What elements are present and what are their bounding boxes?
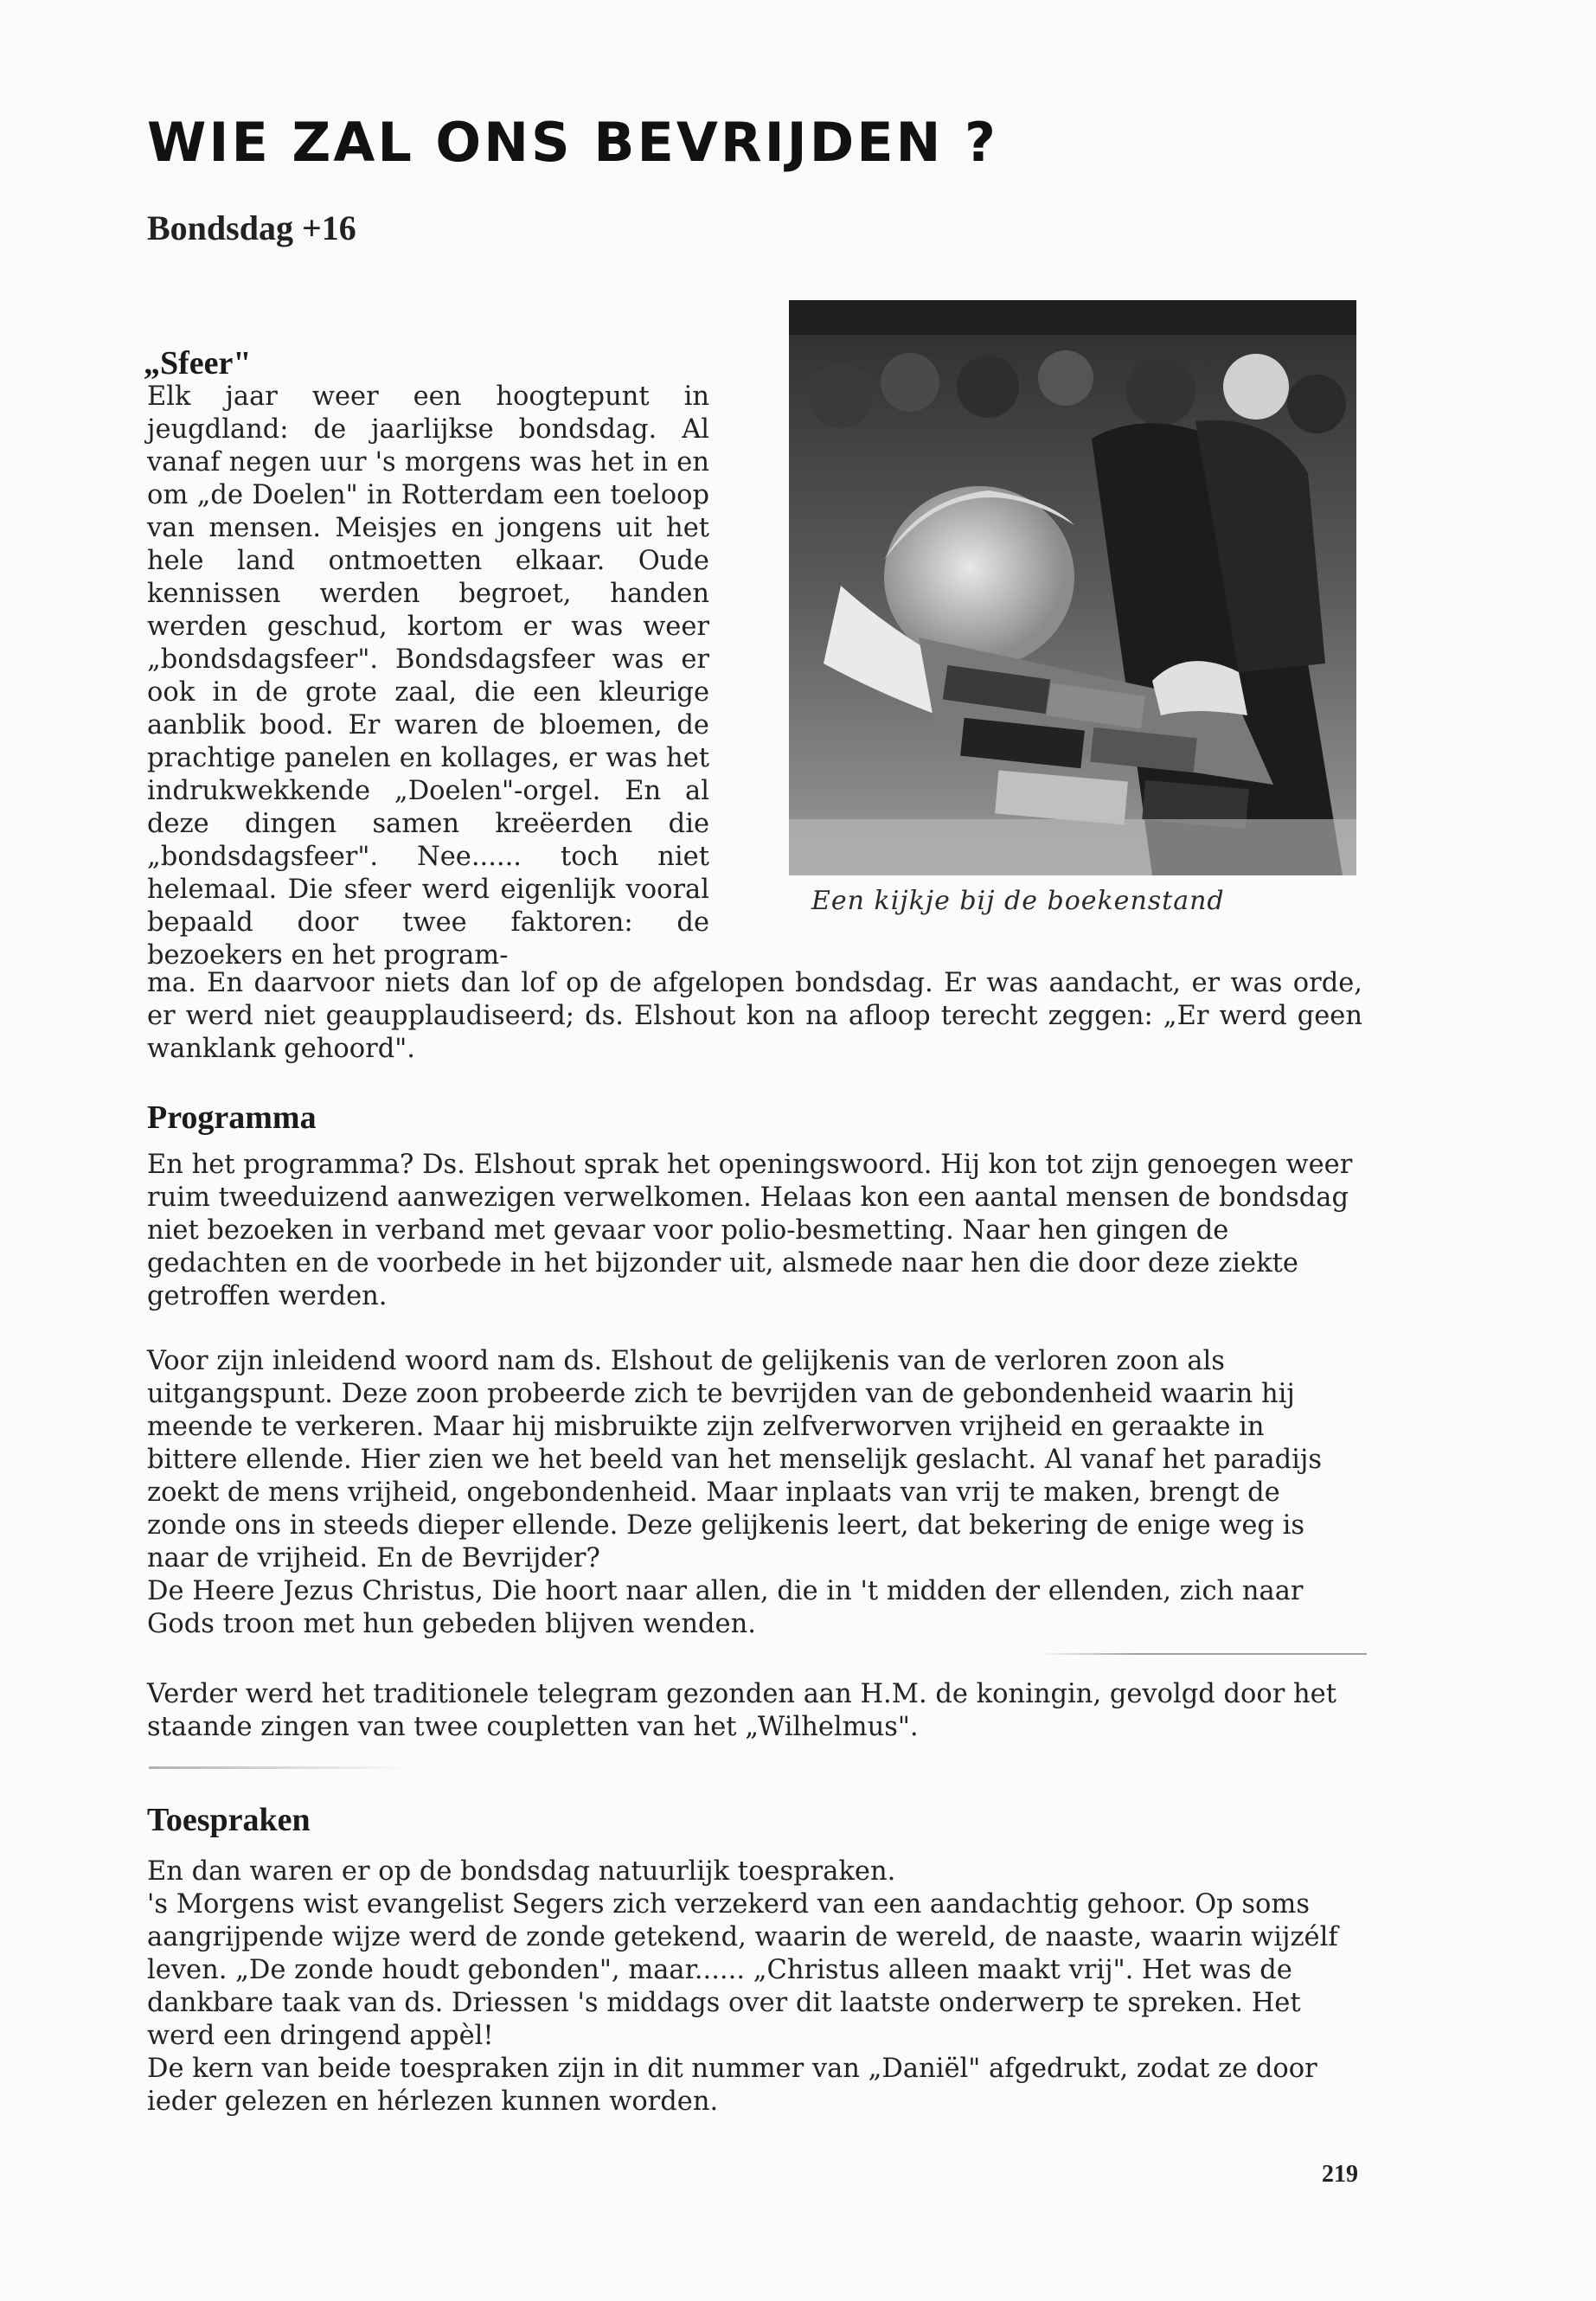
programma-paragraph-2b: De Heere Jezus Christus, Die hoort naar allen, die in 't midden der ellenden, zich naar Gods troon met hun gebeden blijven wenden. [147,1576,1304,1639]
sfeer-tail-text: ma. En daarvoor niets dan lof op de afgelopen bondsdag. Er was aandacht, er was orde, er werd niet geaupplaudiseerd; ds. Elshout kon na afloop terecht zeggen: „Er werd geen wanklank gehoord". [147,968,1362,1064]
section-heading-programma: Programma [147,1099,317,1136]
print-smudge [1038,1653,1367,1655]
page-number: 219 [1322,2161,1358,2188]
print-smudge-2 [149,1766,408,1769]
programma-paragraph-1: En het programma? Ds. Elshout sprak het openingswoord. Hij kon tot zijn genoegen weer ruim tweeduizend aanwezigen verwelkomen. Helaas kon een aantal mensen de bondsdag niet bezoeken in verband met gevaar voor polio-besmetting. Naar hen gingen de gedachten en de voorbede in het bijzonder uit, alsmede naar hen die door deze ziekte getroffen werden. [147,1150,1353,1311]
section-heading-toespraken: Toespraken [147,1802,311,1838]
section-heading-sfeer: „Sfeer" [144,345,252,381]
article-subtitle: Bondsdag +16 [147,208,356,247]
article-title: WIE ZAL ONS BEVRIJDEN ? [147,111,998,174]
sfeer-column-text: Elk jaar weer een hoogtepunt in jeugdland: de jaarlijkse bondsdag. Al vanaf negen uur 's morgens was het in en om „de Doelen" in Rotterdam een toeloop van mensen. Meisjes en jongens uit het hele land ontmoetten elkaar. Oude kennissen werden begroet, handen werden geschud, kortom er was weer „bondsdagsfeer". Bondsdagsfeer was er ook in de grote zaal, die een kleurige aanblik bood. Er waren de bloemen, de prachtige panelen en kollages, er was het indrukwekkende „Doelen"-orgel. En al deze dingen samen kreëerden die „bondsdagsfeer". Nee...... toch niet helemaal. Die sfeer werd eigenlijk vooral bepaald door twee faktoren: de bezoekers en het program- [147,381,709,971]
photo-illustration [789,300,1356,875]
toespraken-body [147,1856,1362,2118]
programma-paragraph-3: Verder werd het traditionele telegram gezonden aan H.M. de koningin, gevolgd door het staande zingen van twee coupletten van het „Wilhelmus". [147,1679,1336,1742]
programma-paragraph-2-block [147,1345,1362,1641]
toespraken-line-2: 's Morgens wist evangelist Segers zich verzekerd van een aandachtig gehoor. Op soms aangrijpende wijze werd de zonde getekend, waarin de wereld, de naaste, waarin wijzélf leven. „De zonde houdt gebonden", maar...... „Christus alleen maakt vrij". Het was de dankbare taak van ds. Driessen 's middags over dit laatste onderwerp te spreken. Het werd een dringend appèl! [147,1889,1338,2051]
toespraken-line-3: De kern van beide toespraken zijn in dit nummer van „Daniël" afgedrukt, zodat ze door ieder gelezen en hérlezen kunnen worden. [147,2054,1317,2117]
programma-paragraph-2: Voor zijn inleidend woord nam ds. Elshout de gelijkenis van de verloren zoon als uitgangspunt. Deze zoon probeerde zich te bevrijden van de gebondenheid waarin hij meende te verkeren. Maar hij misbruikte zijn zelfverworven vrijheid en geraakte in bittere ellende. Hier zien we het beeld van het menselijk geslacht. Al vanaf het paradijs zoekt de mens vrijheid, ongebondenheid. Maar inplaats van vrij te maken, brengt de zonde ons in steeds dieper ellende. Deze gelijkenis leert, dat bekering de enige weg is naar de vrijheid. En de Bevrijder? [147,1346,1322,1574]
photo-caption: Een kijkje bij de boekenstand [811,886,1225,916]
toespraken-line-1: En dan waren er op de bondsdag natuurlijk toespraken. [147,1856,896,1887]
book-stand-photo [789,300,1356,875]
